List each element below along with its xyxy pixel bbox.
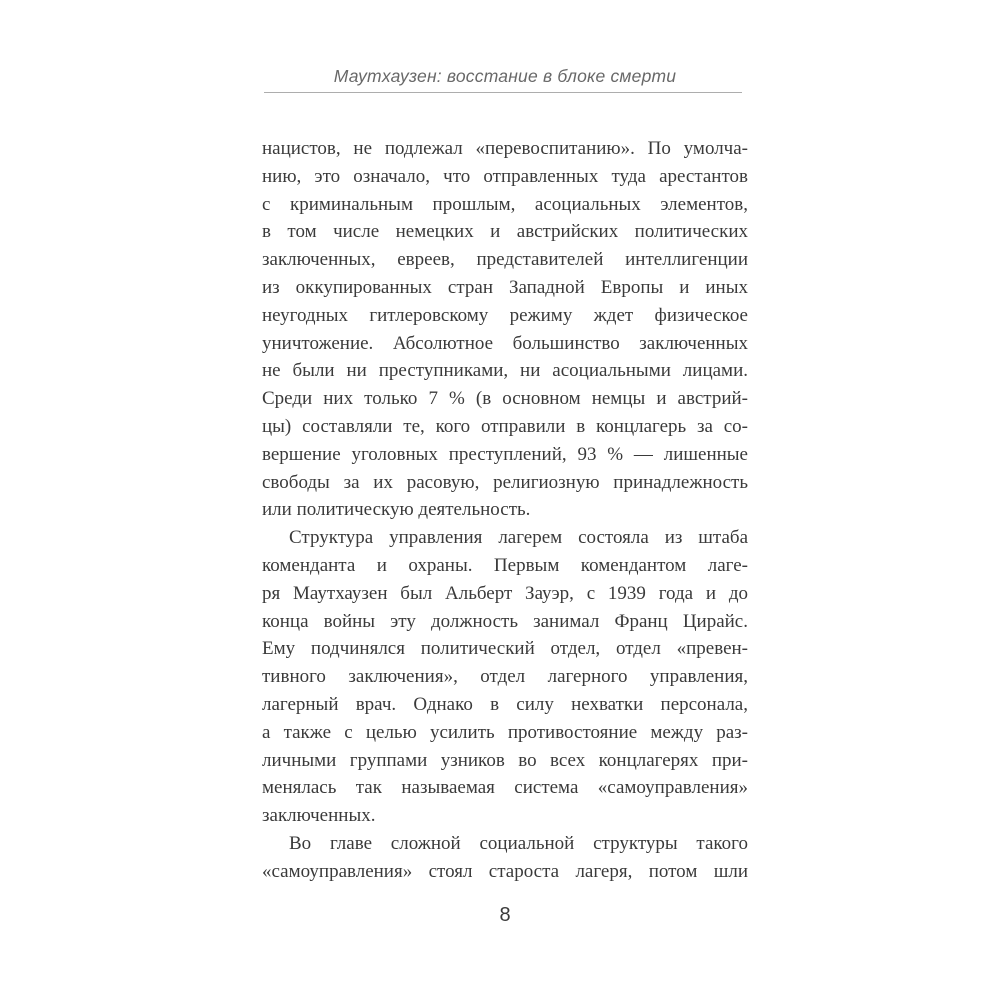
text-line: Среди них только 7 % (в основном немцы и австрий- (262, 388, 748, 410)
page-number: 8 (499, 904, 511, 926)
text-line: «самоуправления» стоял староста лагеря, потом шли (262, 860, 748, 882)
text-line: не были ни преступниками, ни асоциальными лицами. (262, 360, 748, 382)
text-line: а также с целью усилить противостояние между раз- (262, 721, 748, 743)
text-line: конца войны эту должность занимал Франц Цирайс. (262, 610, 748, 632)
text-line: свободы за их расовую, религиозную принадлежность (262, 471, 748, 493)
text-line: менялась так называемая система «самоуправления» (262, 777, 748, 799)
text-line: нию, это означало, что отправленных туда арестантов (262, 165, 748, 187)
text-line: или политическую деятельность. (262, 499, 531, 521)
text-block (262, 135, 748, 886)
text-line: в том числе немецких и австрийских политических (262, 221, 748, 243)
text-line: тивного заключения», отдел лагерного управления, (262, 666, 748, 688)
text-line: с криминальным прошлым, асоциальных элементов, (262, 193, 748, 215)
running-head: Маутхаузен: восстание в блоке смерти (333, 66, 677, 86)
text-line: личными группами узников во всех концлагерях при- (262, 749, 748, 771)
text-line: лагерный врач. Однако в силу нехватки персонала, (262, 693, 748, 715)
text-line: Ему подчинялся политический отдел, отдел «превен- (262, 638, 748, 660)
header-rule (264, 92, 742, 93)
text-line: уничтожение. Абсолютное большинство заключенных (262, 332, 748, 354)
text-line: неугодных гитлеровскому режиму ждет физическое (262, 304, 748, 326)
text-line: заключенных, евреев, представителей интеллигенции (262, 249, 748, 271)
text-line: Во главе сложной социальной структуры такого (289, 832, 748, 854)
text-line: из оккупированных стран Западной Европы и иных (262, 276, 748, 298)
text-line: вершение уголовных преступлений, 93 % — лишенные (262, 443, 748, 465)
text-line: Структура управления лагерем состояла из штаба (289, 527, 748, 549)
text-line: коменданта и охраны. Первым комендантом лаге- (262, 554, 748, 576)
text-line: цы) составляли те, кого отправили в концлагерь за со- (262, 415, 748, 437)
text-line: заключенных. (262, 805, 376, 827)
text-line: ря Маутхаузен был Альберт Зауэр, с 1939 года и до (262, 582, 748, 604)
text-line: нацистов, не подлежал «перевоспитанию». По умолча- (262, 138, 748, 159)
